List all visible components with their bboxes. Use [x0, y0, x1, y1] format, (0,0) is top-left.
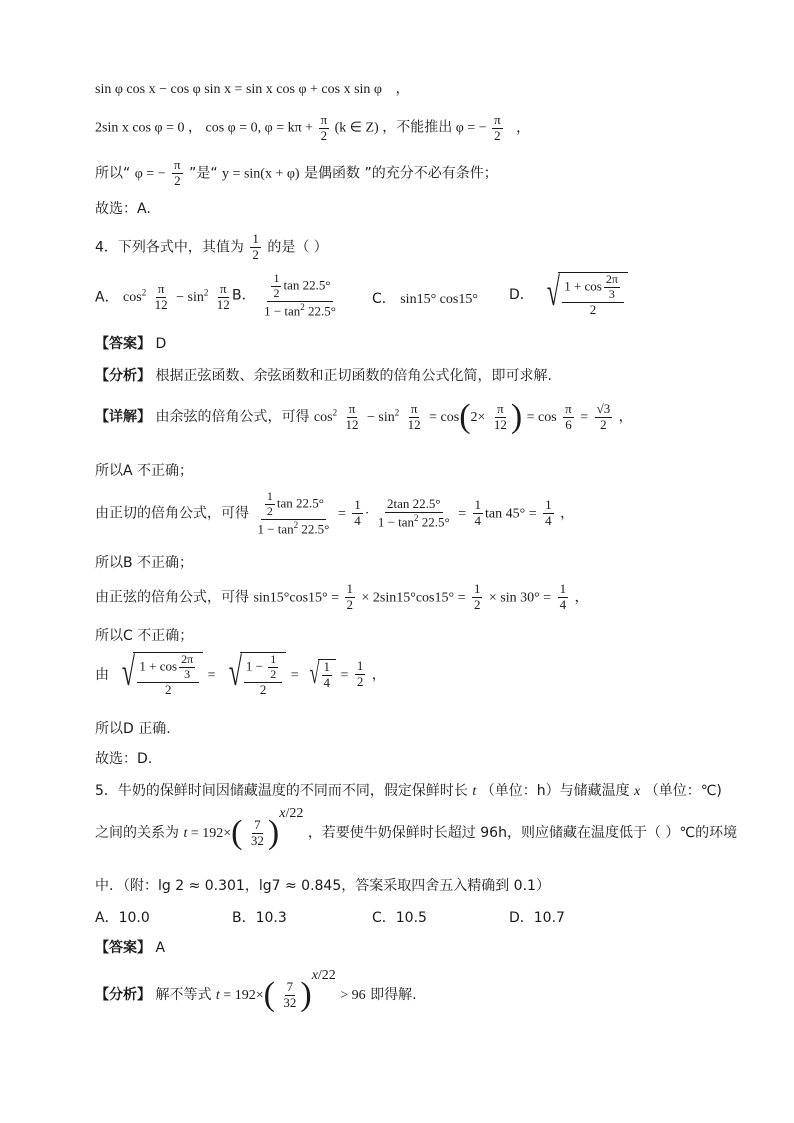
detail-text: 由正切的倍角公式，可得	[95, 505, 249, 522]
fraction: $\frac{2\tan 22.5^\circ}{1 - \tan^2 22.5^\circ}$	[377, 495, 450, 530]
option-label: B．	[232, 287, 256, 304]
fraction-one-half: $\frac{1}{2}$	[252, 231, 259, 262]
option-expression: sin15° cos15°	[400, 292, 478, 307]
fraction: $\frac{√3}{2}$	[596, 400, 611, 432]
detail-text: 由正弦的倍角公式，可得	[95, 589, 249, 606]
q4-option-d	[509, 269, 628, 318]
q5-stem	[95, 780, 722, 800]
equation-text: (k ∈ Z)	[334, 120, 379, 136]
fraction: $\frac{\pi}{6}$	[565, 400, 572, 432]
q4-detail-tan: 由正切的倍角公式，可得 $\frac{1}{2}$ tan 22.5° $1 - \tan^2 22.5^\circ$ = $\frac{1}{4}$ · $\frac{2\tan 22.5^\circ}{1 - \tan^2 22.5^\circ}$ = $\frac{1}{4}$ tan 45° = $\frac{1}{4}$ ，	[95, 489, 575, 536]
answer-tag: 【答案】	[95, 940, 151, 956]
option-label: D．	[509, 286, 534, 303]
q5-analysis: 【分析】 解不等式 t = 192×( $\frac{7}{32}$ )$^{x/22}$ > 96 即得解.	[95, 968, 417, 1013]
analysis-tag: 【分析】	[95, 987, 151, 1003]
derivation-line-1	[95, 78, 410, 98]
q4-not-a: 所以A 不正确；	[95, 463, 194, 479]
equation-text: sin φ cos x − cos φ sin x = sin x cos φ + cos x sin φ	[95, 82, 383, 97]
q5-option-d: D．10.7	[509, 910, 565, 926]
q4-not-b: 所以B 不正确；	[95, 555, 194, 571]
sqrt: √ $\frac{1}{4}$	[303, 659, 336, 691]
choose-line: 故选：A.	[95, 201, 151, 217]
punct: ，	[516, 120, 531, 136]
equation-text: ， cos φ = 0, φ = kπ +	[187, 120, 317, 136]
detail-text: 由余弦的倍角公式，可得	[155, 409, 310, 425]
fraction: $\frac{\pi}{12}$	[407, 400, 421, 432]
fraction: $\frac{\pi}{12}$	[154, 281, 168, 312]
analysis-tag: 【分析】	[95, 368, 151, 384]
q4-option-b	[232, 272, 340, 319]
detail-text: 由	[95, 666, 109, 683]
q5-option-b: B．10.3	[232, 910, 287, 926]
question-text: 的是（ ）	[267, 239, 328, 256]
detail-tag: 【详解】	[95, 409, 151, 425]
fraction: $\frac{1}{2}$ tan 22.5° $1 - \tan^2 22.5^\circ$	[264, 271, 336, 318]
fraction: 1 + cos $\frac{2\pi}{3}$ 2	[562, 273, 624, 318]
fraction: $\frac{\pi}{12}$	[345, 400, 359, 432]
question-text: （单位：h）与储藏温度	[480, 783, 630, 799]
body-text: 所以“	[95, 165, 131, 182]
body-text: ”是“	[189, 165, 218, 182]
q4-detail-cos: 【详解】 由余弦的倍角公式，可得 $\cos^2$ $\frac{\pi}{12}$ − $\sin^2$ $\frac{\pi}{12}$ = cos(2× $\frac{\pi}{12}$ ) = cos $\frac{\pi}{6}$ = $\frac{√3}{2}$ ，	[95, 398, 633, 435]
analysis-text: 即得解.	[370, 987, 417, 1003]
q4-option-c	[372, 288, 478, 308]
fraction: $\frac{1}{2}$	[356, 658, 364, 690]
option-label: C．	[372, 291, 396, 307]
punct: ，	[395, 82, 410, 97]
fraction: $\frac{1}{2}$	[346, 581, 354, 612]
answer-value: D	[155, 336, 167, 352]
q4-option-a: A． $\cos^2$ $\frac{\pi}{12}$ − $\sin^2$ $\frac{\pi}{12}$	[95, 281, 230, 312]
question-text: 之间的关系为	[95, 825, 179, 841]
fraction: $\frac{1}{4}$	[474, 496, 482, 528]
derivation-line-3	[95, 158, 498, 189]
question-text: ，若要使牛奶保鲜时长超过 96h，则应储藏在温度低于（ ）℃的环境	[307, 825, 738, 841]
equation-text: y = sin(x + φ)	[222, 166, 300, 182]
fraction: 1 − $\frac{1}{2}$ 2	[244, 653, 282, 698]
fraction: $\frac{7}{32}$	[250, 816, 264, 848]
fraction: $\frac{\pi}{12}$	[216, 281, 230, 312]
answer-tag: 【答案】	[95, 336, 151, 352]
question-text: 5．牛奶的保鲜时间因储藏温度的不同而不同，假定保鲜时长	[95, 783, 468, 799]
fraction-pi-over-2: $\frac{\pi}{2}$	[320, 112, 328, 143]
q4-detail-sqrt: 由 √ 1 + cos $\frac{2\pi}{3}$ 2 = √ 1 − $\frac{1}{2}$ 2 = √ $\frac{1}{4}$ = $\frac{1}{2}$ ，	[95, 649, 386, 697]
q5-relation: 之间的关系为 t = 192×( $\frac{7}{32}$ )$^{x/22}$ ，若要使牛奶保鲜时长超过 96h，则应储藏在温度低于（ ）℃的环境	[95, 806, 738, 851]
q4-detail-sin: 由正弦的倍角公式，可得 sin15°cos15° = $\frac{1}{2}$ × 2sin15°cos15° = $\frac{1}{2}$ × sin 30° = $\frac{1}{4}$ ，	[95, 581, 589, 612]
answer-value: A	[155, 940, 166, 956]
fraction: $\frac{1}{4}$	[354, 496, 361, 528]
q4-stem	[95, 232, 328, 263]
fraction: $\frac{1}{4}$	[559, 581, 567, 612]
derivation-line-2	[95, 113, 530, 144]
q5-option-a: A．10.0	[95, 910, 150, 926]
fraction: $\frac{1}{2}$ tan 22.5° $1 - \tan^2 22.5^\circ$	[257, 489, 330, 536]
body-text: 是偶函数 ”的充分不必有条件；	[304, 165, 498, 182]
option-label: A．	[95, 289, 119, 306]
sqrt: √ 1 + cos $\frac{2\pi}{3}$ 2	[113, 652, 203, 698]
fraction: $\frac{\pi}{12}$	[493, 400, 507, 432]
fraction: $\frac{1}{2}$	[473, 581, 481, 612]
sqrt: √ 1 − $\frac{1}{2}$ 2	[220, 652, 286, 698]
q4-d-correct: 所以D 正确.	[95, 721, 171, 737]
q4-not-c: 所以C 不正确；	[95, 628, 194, 644]
q4-choose: 故选：D.	[95, 751, 153, 767]
equation-text: sin15°cos15° =	[253, 590, 343, 606]
body-text: ，不能推出	[382, 119, 453, 136]
analysis-text: 解不等式	[155, 987, 212, 1003]
question-text: 4．下列各式中，其值为	[95, 239, 244, 256]
question-text: （单位：℃)	[644, 783, 722, 799]
analysis-text: 根据正弦函数、余弦函数和正切函数的倍角公式化简，即可求解.	[155, 368, 552, 384]
q4-analysis	[95, 365, 552, 385]
fraction-pi-over-2: $\frac{\pi}{2}$	[494, 112, 501, 143]
fraction: 1 + cos $\frac{2\pi}{3}$ 2	[137, 653, 199, 698]
fraction: $\frac{1}{4}$	[545, 496, 552, 528]
q5-option-c: C．10.5	[372, 910, 427, 926]
equation-text: 2sin x cos φ = 0	[95, 120, 185, 136]
q5-note: 中．（附：lg 2 ≈ 0.301，lg7 ≈ 0.845，答案采取四舍五入精确到 0.1）	[95, 878, 550, 894]
fraction: $\frac{7}{32}$	[283, 978, 297, 1010]
equation-text: φ = −	[455, 120, 487, 136]
q5-answer	[95, 937, 165, 957]
fraction-pi-over-2: $\frac{\pi}{2}$	[174, 157, 181, 188]
sqrt: √ 1 + cos $\frac{2\pi}{3}$ 2	[538, 272, 628, 318]
q4-answer	[95, 333, 166, 353]
fraction: $\frac{1}{4}$	[323, 658, 331, 690]
variable-x: x	[634, 784, 641, 799]
variable-t: t	[472, 784, 477, 799]
equation-text: φ = −	[134, 166, 166, 182]
